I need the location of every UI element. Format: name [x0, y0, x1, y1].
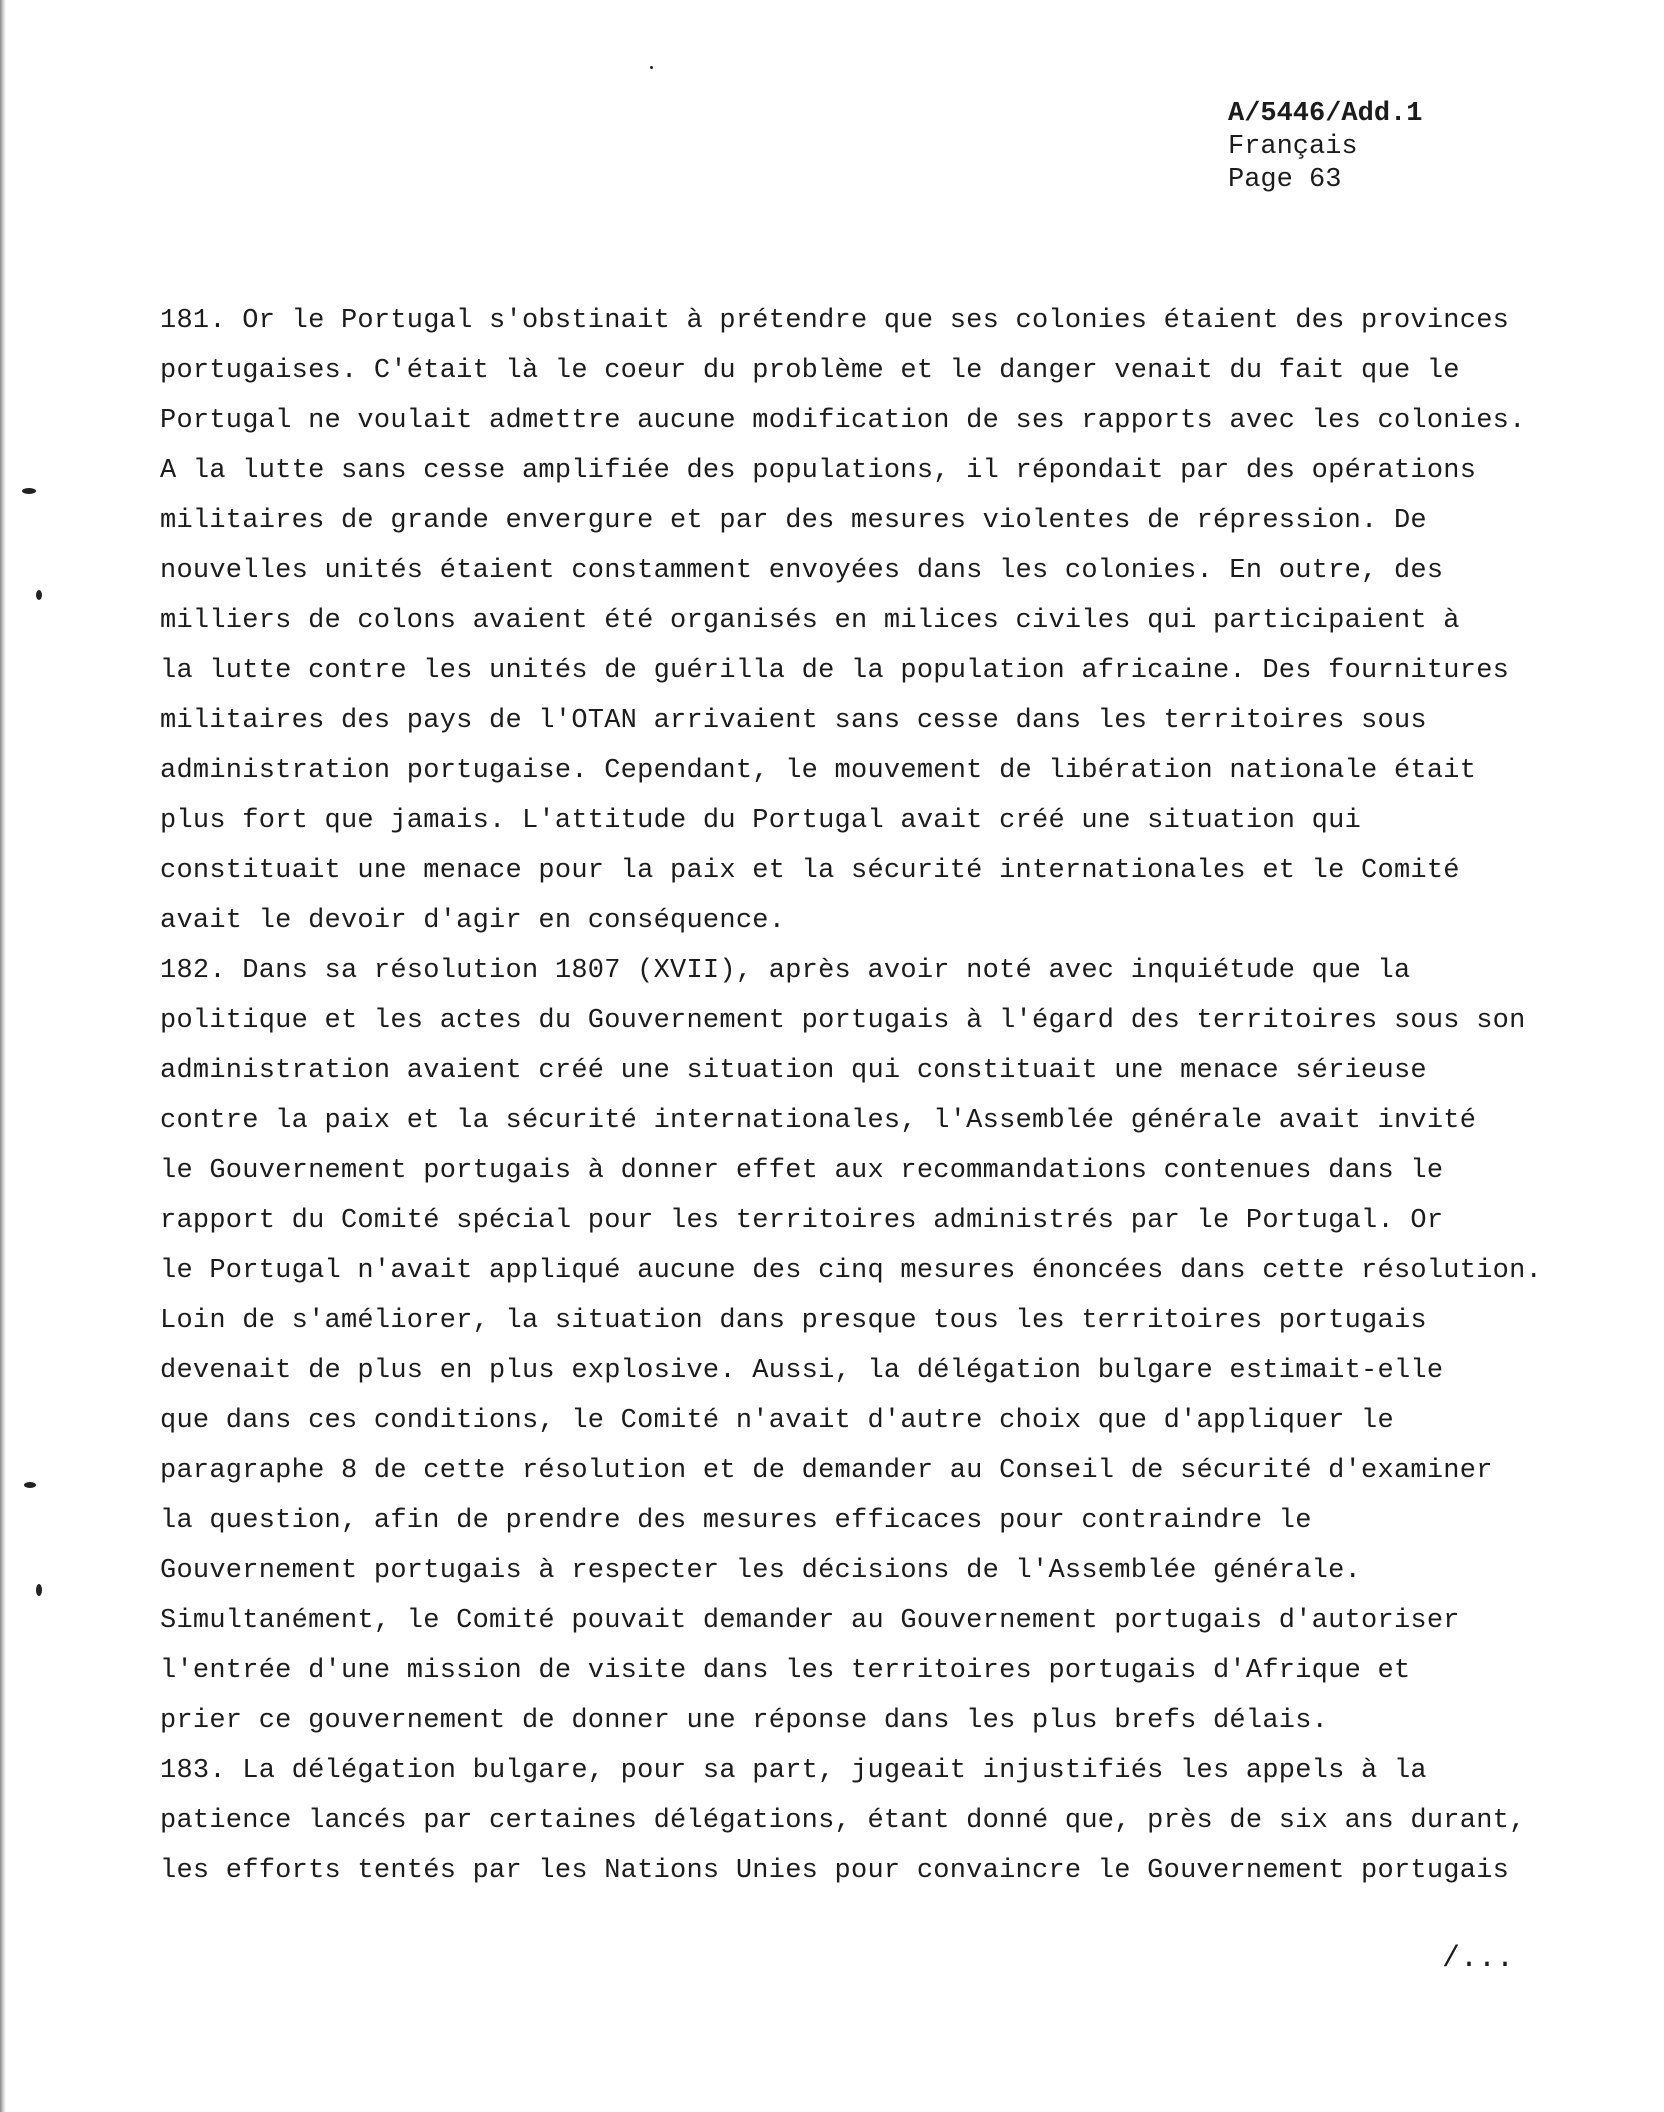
- text-line: Loin de s'améliorer, la situation dans presque tous les territoires portugais: [160, 1306, 1427, 1336]
- text-line: paragraphe 8 de cette résolution et de demander au Conseil de sécurité d'examiner: [160, 1456, 1493, 1486]
- scan-speck: [650, 66, 653, 69]
- scan-speck: [36, 1584, 42, 1596]
- text-line: 181. Or le Portugal s'obstinait à prétendre que ses colonies étaient des provinces: [160, 306, 1510, 336]
- text-line: portugaises. C'était là le coeur du problème et le danger venait du fait que le: [160, 356, 1460, 386]
- text-line: la lutte contre les unités de guérilla de la population africaine. Des fournitures: [160, 656, 1510, 686]
- scan-speck: [36, 590, 42, 600]
- text-line: constituait une menace pour la paix et la sécurité internationales et le Comité: [160, 856, 1460, 886]
- text-line: prier ce gouvernement de donner une réponse dans les plus brefs délais.: [160, 1706, 1329, 1736]
- text-line: plus fort que jamais. L'attitude du Portugal avait créé une situation qui: [160, 806, 1362, 836]
- scan-edge-shadow: [0, 0, 6, 2112]
- scan-speck: [22, 488, 36, 494]
- text-line: que dans ces conditions, le Comité n'avait d'autre choix que d'appliquer le: [160, 1406, 1394, 1436]
- page-number: Page 63: [1228, 165, 1342, 195]
- text-line: l'entrée d'une mission de visite dans les territoires portugais d'Afrique et: [160, 1656, 1411, 1686]
- text-line: militaires de grande envergure et par des mesures violentes de répression. De: [160, 506, 1427, 536]
- text-line: 182. Dans sa résolution 1807 (XVII), après avoir noté avec inquiétude que la: [160, 956, 1411, 986]
- text-line: 183. La délégation bulgare, pour sa part, jugeait injustifiés les appels à la: [160, 1756, 1427, 1786]
- text-line: le Portugal n'avait appliqué aucune des cinq mesures énoncées dans cette résolution.: [160, 1256, 1543, 1286]
- text-line: Gouvernement portugais à respecter les décisions de l'Assemblée générale.: [160, 1556, 1362, 1586]
- text-line: militaires des pays de l'OTAN arrivaient sans cesse dans les territoires sous: [160, 706, 1427, 736]
- text-line: politique et les actes du Gouvernement portugais à l'égard des territoires sous son: [160, 1006, 1526, 1036]
- text-line: rapport du Comité spécial pour les territoires administrés par le Portugal. Or: [160, 1206, 1444, 1236]
- text-line: le Gouvernement portugais à donner effet aux recommandations contenues dans le: [160, 1156, 1444, 1186]
- text-line: contre la paix et la sécurité internationales, l'Assemblée générale avait invité: [160, 1106, 1477, 1136]
- text-line: Portugal ne voulait admettre aucune modification de ses rapports avec les colonies.: [160, 406, 1526, 436]
- document-header: [1228, 98, 1422, 197]
- text-line: nouvelles unités étaient constamment envoyées dans les colonies. En outre, des: [160, 556, 1444, 586]
- text-line: devenait de plus en plus explosive. Aussi, la délégation bulgare estimait-elle: [160, 1356, 1444, 1386]
- text-line: administration portugaise. Cependant, le mouvement de libération nationale était: [160, 756, 1477, 786]
- text-line: la question, afin de prendre des mesures efficaces pour contraindre le: [160, 1506, 1312, 1536]
- text-line: les efforts tentés par les Nations Unies pour convaincre le Gouvernement portugais: [160, 1856, 1510, 1886]
- body-text: [160, 296, 1580, 1896]
- scan-speck: [24, 1482, 36, 1488]
- continuation-marker: /...: [1442, 1942, 1515, 1976]
- text-line: avait le devoir d'agir en conséquence.: [160, 906, 786, 936]
- text-line: administration avaient créé une situation qui constituait une menace sérieuse: [160, 1056, 1427, 1086]
- text-line: Simultanément, le Comité pouvait demander au Gouvernement portugais d'autoriser: [160, 1606, 1460, 1636]
- text-line: A la lutte sans cesse amplifiée des populations, il répondait par des opérations: [160, 456, 1477, 486]
- document-symbol: A/5446/Add.1: [1228, 99, 1423, 129]
- text-line: patience lancés par certaines délégations, étant donné que, près de six ans durant,: [160, 1806, 1526, 1836]
- text-line: milliers de colons avaient été organisés en milices civiles qui participaient à: [160, 606, 1460, 636]
- document-language: Français: [1228, 132, 1358, 162]
